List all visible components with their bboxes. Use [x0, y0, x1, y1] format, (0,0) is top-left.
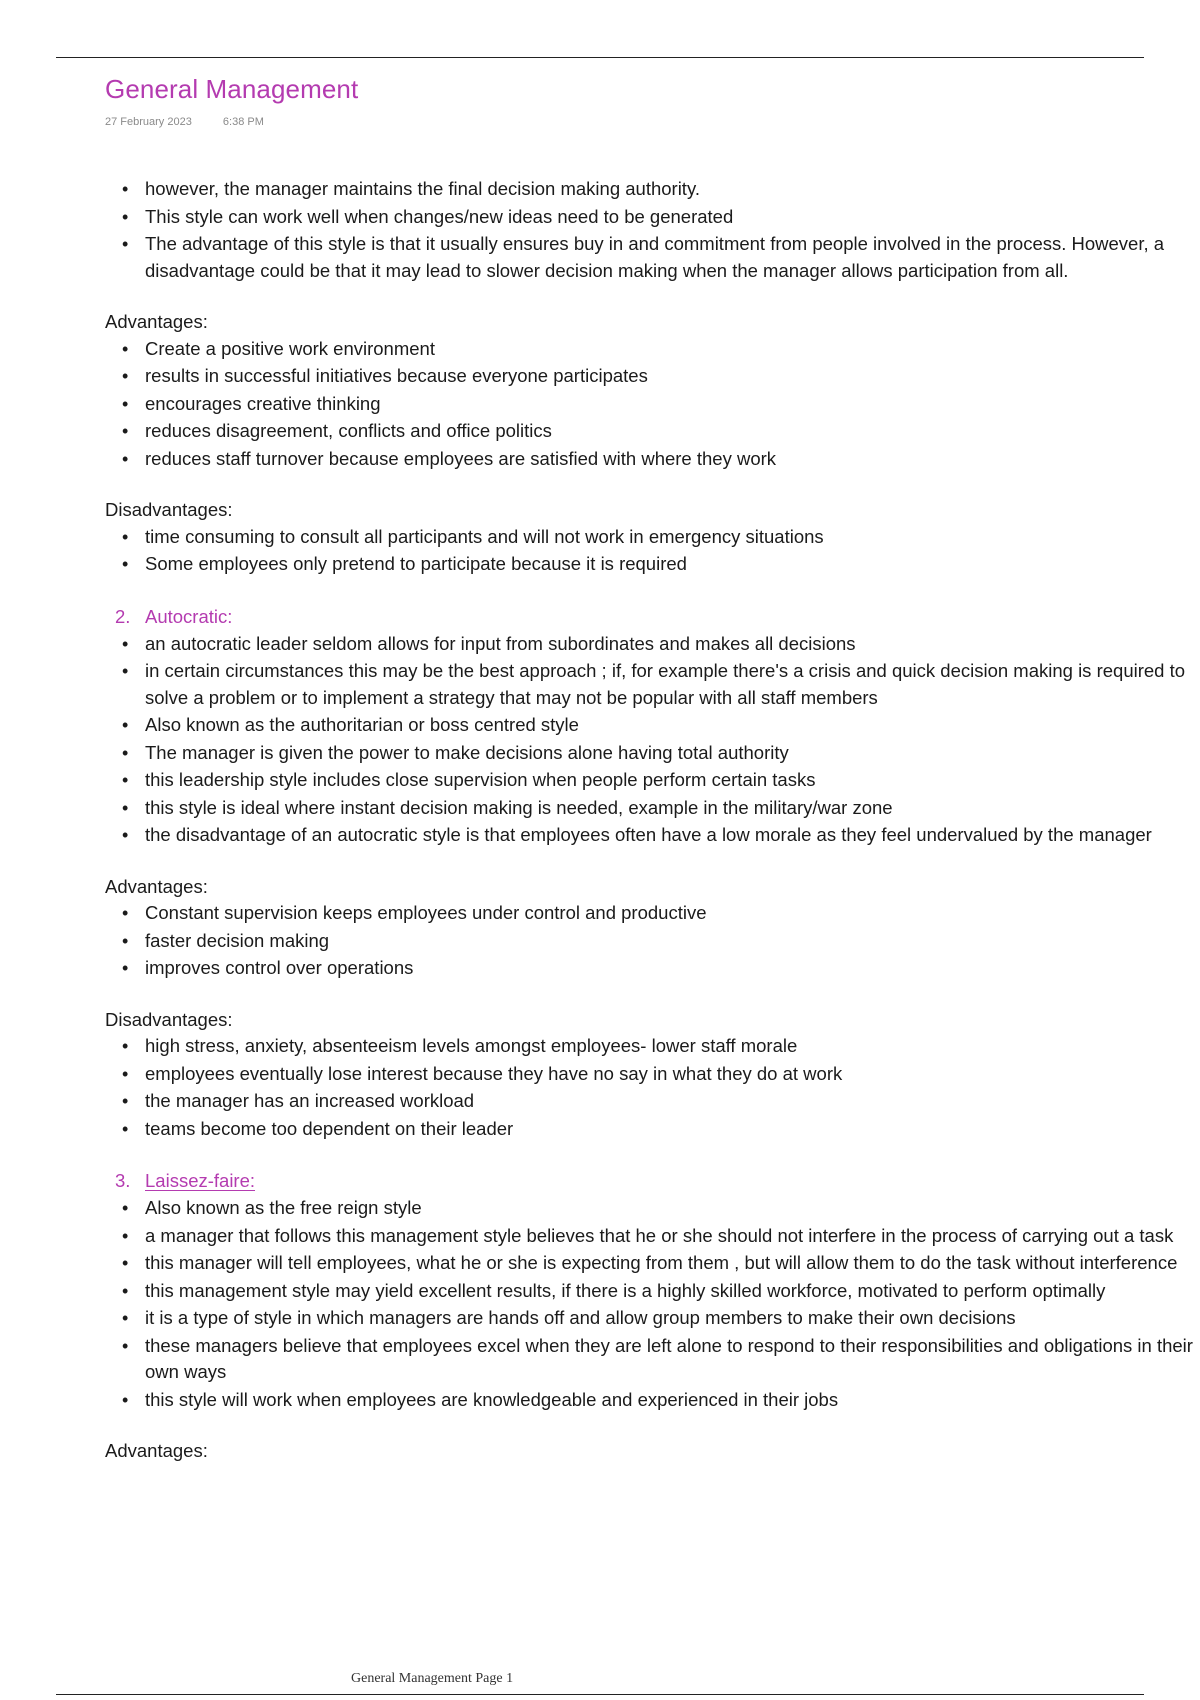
- bullet-icon: •: [122, 715, 129, 735]
- top-divider: [56, 57, 1144, 58]
- list-item: • however, the manager maintains the final decision making authority.: [105, 176, 1195, 203]
- bullet-icon: •: [122, 903, 129, 923]
- list-item: • these managers believe that employees excel when they are left alone to respond to their responsibilities and obligations in their own ways: [122, 1334, 1193, 1382]
- bullet-icon: •: [122, 825, 129, 845]
- list-item: • teams become too dependent on their leader: [105, 1116, 1195, 1143]
- democratic-advantages-list: [105, 336, 1195, 473]
- list-item: • an autocratic leader seldom allows for input from subordinates and makes all decisions: [105, 631, 1195, 658]
- democratic-disadvantages-list: [105, 524, 1195, 578]
- bullet-icon: •: [122, 1253, 129, 1273]
- list-item: • the disadvantage of an autocratic style is that employees often have a low morale as they feel undervalued by the manager: [105, 822, 1195, 849]
- laissez-faire-number: 3.: [115, 1170, 131, 1191]
- list-item: • in certain circumstances this may be the best approach ; if, for example there's a crisis and quick decision making is required to solve a problem or to implement a strategy that may not be popular with all staff members: [122, 660, 1186, 708]
- bullet-icon: •: [122, 1280, 129, 1301]
- list-item: • time consuming to consult all participants and will not work in emergency situations: [105, 524, 1195, 551]
- list-item: • reduces disagreement, conflicts and office politics: [105, 418, 1195, 445]
- bullet-icon: •: [122, 421, 129, 441]
- list-item: • The manager is given the power to make decisions alone having total authority: [105, 740, 1195, 767]
- bullet-icon: •: [122, 797, 129, 818]
- bullet-icon: •: [122, 1335, 129, 1356]
- bullet-icon: •: [122, 1198, 129, 1218]
- list-item: • the manager has an increased workload: [105, 1088, 1195, 1115]
- laissez-faire-heading: [105, 1167, 1195, 1195]
- list-item: • reduces staff turnover because employees are satisfied with where they work: [105, 446, 1195, 473]
- page-footer: General Management Page 1: [351, 1671, 514, 1686]
- bullet-icon: •: [122, 1308, 129, 1328]
- bullet-icon: •: [122, 958, 129, 978]
- bullet-icon: •: [122, 179, 129, 199]
- autocratic-advantages-label: Advantages:: [105, 875, 208, 897]
- list-item: • Create a positive work environment: [105, 336, 1195, 363]
- page-time: 6:38 PM: [222, 116, 264, 128]
- bullet-icon: •: [122, 448, 129, 469]
- bullet-icon: •: [122, 633, 129, 654]
- list-item: • The advantage of this style is that it usually ensures buy in and commitment from people involved in the process. However, a disadvantage could be that it may lead to slower decision making when the manager allows participation from all.: [122, 233, 1165, 281]
- autocratic-disadvantages-label: Disadvantages:: [105, 1008, 233, 1030]
- bullet-icon: •: [122, 1091, 129, 1111]
- list-item: • Constant supervision keeps employees under control and productive: [105, 900, 1195, 927]
- bullet-icon: •: [122, 366, 129, 386]
- laissez-faire-list: [105, 1195, 1195, 1413]
- list-item: • this style is ideal where instant decision making is needed, example in the military/war zone: [105, 795, 1195, 822]
- bullet-icon: •: [122, 930, 129, 951]
- list-item: • this style will work when employees are knowledgeable and experienced in their jobs: [105, 1387, 1195, 1414]
- bottom-divider: [56, 1694, 1144, 1695]
- list-item: • faster decision making: [105, 928, 1195, 955]
- bullet-icon: •: [122, 1063, 129, 1084]
- bullet-icon: •: [122, 206, 129, 227]
- bullet-icon: •: [122, 338, 129, 359]
- laissez-faire-advantages-label: Advantages:: [105, 1440, 208, 1461]
- autocratic-number: 2.: [115, 605, 131, 627]
- bullet-icon: •: [122, 770, 129, 790]
- list-item: • this leadership style includes close supervision when people perform certain tasks: [105, 767, 1195, 794]
- list-item: • a manager that follows this management style believes that he or she should not interfere in the process of carrying out a task: [105, 1223, 1195, 1250]
- laissez-faire-heading-text: Laissez-faire:: [145, 1170, 256, 1191]
- note-content: [105, 176, 1195, 1465]
- list-item: • this management style may yield excellent results, if there is a highly skilled workforce, motivated to perform optimally: [105, 1278, 1195, 1305]
- bullet-icon: •: [122, 661, 129, 681]
- bullet-icon: •: [122, 526, 129, 547]
- autocratic-disadvantages-list: [105, 1033, 1195, 1142]
- list-item: • Some employees only pretend to participate because it is required: [105, 551, 1195, 578]
- bullet-icon: •: [122, 1036, 129, 1056]
- bullet-icon: •: [122, 234, 129, 254]
- autocratic-advantages-list: [105, 900, 1195, 982]
- page-date: 27 February 2023: [105, 116, 192, 128]
- autocratic-heading: [105, 603, 1195, 631]
- list-item: • it is a type of style in which managers are hands off and allow group members to make their own decisions: [105, 1305, 1195, 1332]
- bullet-icon: •: [122, 1118, 129, 1139]
- autocratic-list: [105, 631, 1195, 849]
- list-item: • encourages creative thinking: [105, 391, 1195, 418]
- democratic-disadvantages-label: Disadvantages:: [105, 499, 233, 520]
- list-item: • Also known as the authoritarian or boss centred style: [105, 712, 1195, 739]
- democratic-advantages-label: Advantages:: [105, 311, 208, 332]
- list-item: • this manager will tell employees, what he or she is expecting from them , but will allow them to do the task without interference: [105, 1250, 1195, 1277]
- bullet-icon: •: [122, 742, 129, 763]
- bullet-icon: •: [122, 1225, 129, 1246]
- page-meta: [105, 116, 264, 128]
- bullet-icon: •: [122, 1389, 129, 1410]
- bullet-icon: •: [122, 393, 129, 414]
- list-item: • improves control over operations: [105, 955, 1195, 982]
- list-item: • results in successful initiatives because everyone participates: [105, 363, 1195, 390]
- list-item: • Also known as the free reign style: [105, 1195, 1195, 1222]
- list-item: • high stress, anxiety, absenteeism levels amongst employees- lower staff morale: [105, 1033, 1195, 1060]
- intro-list: [105, 176, 1195, 284]
- page-title: General Management: [105, 74, 359, 104]
- bullet-icon: •: [122, 554, 129, 574]
- list-item: • employees eventually lose interest because they have no say in what they do at work: [105, 1061, 1195, 1088]
- list-item: • This style can work well when changes/new ideas need to be generated: [105, 204, 1195, 231]
- autocratic-heading-text: Autocratic:: [145, 605, 233, 627]
